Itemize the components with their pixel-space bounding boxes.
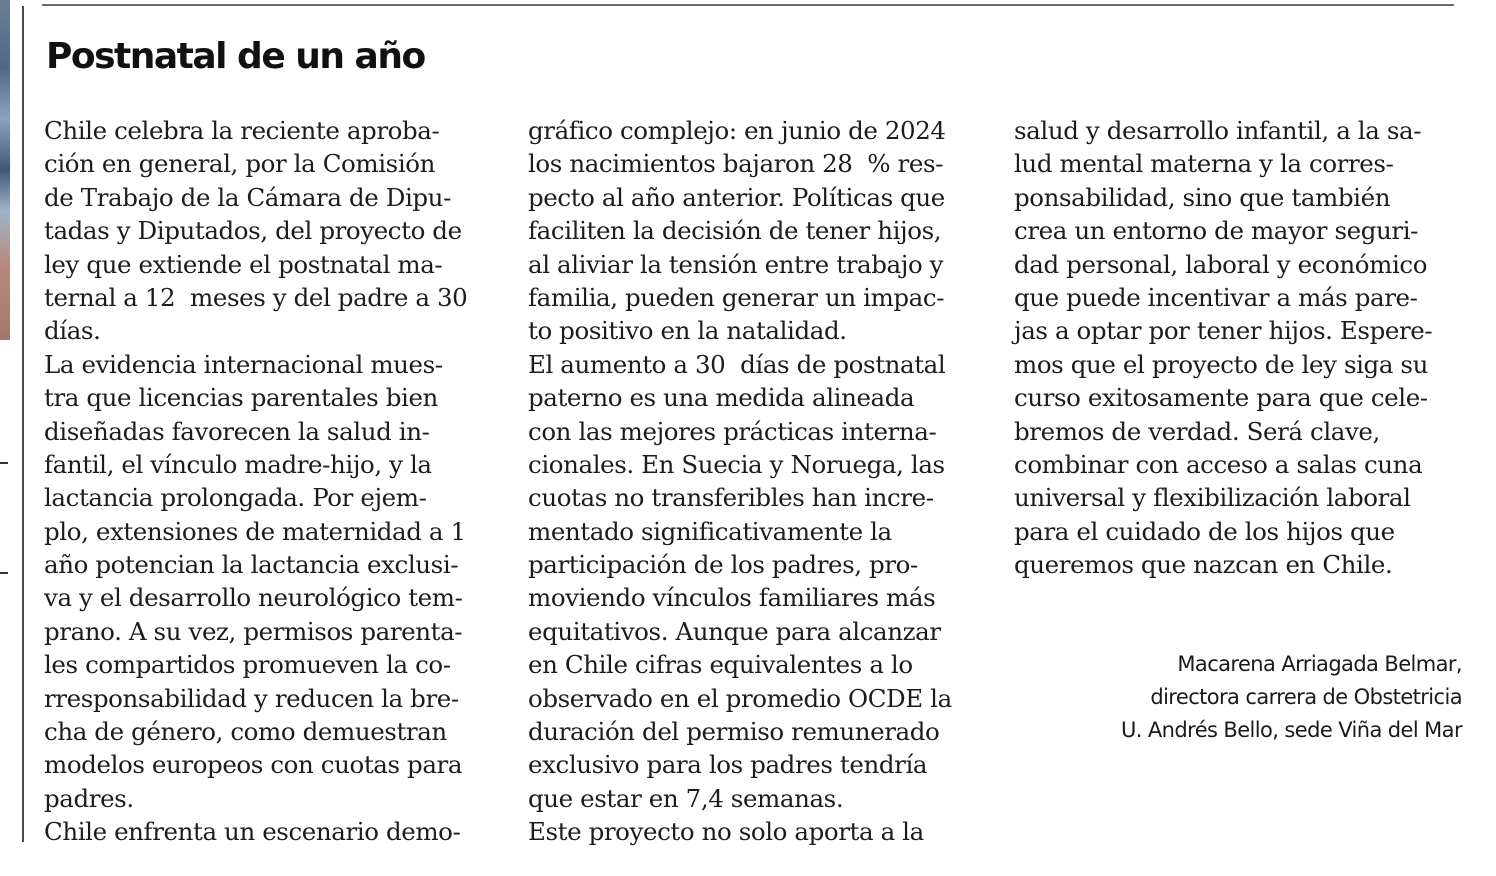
text-line: cha de género, como demuestran — [44, 717, 447, 747]
text-line: cionales. En Suecia y Noruega, las — [528, 449, 945, 479]
text-line: ponsabilidad, sino que también — [1014, 182, 1391, 212]
text-line: Chile celebra la reciente aproba- — [44, 116, 440, 145]
text-line: Este proyecto no solo aporta a la — [528, 817, 924, 847]
top-rule — [42, 4, 1454, 6]
text-line: al aliviar la tensión entre trabajo y — [528, 249, 944, 279]
text-line: tadas y Diputados, del proyecto de — [44, 216, 462, 246]
text-line: de Trabajo de la Cámara de Dipu- — [44, 182, 451, 212]
text-line: crea un entorno de mayor seguri- — [1014, 216, 1419, 246]
left-margin-tick — [0, 462, 8, 464]
author-name: Macarena Arriagada Belmar, — [1177, 652, 1462, 676]
text-line: días. — [44, 316, 101, 346]
text-line: to positivo en la natalidad. — [528, 316, 847, 346]
text-line: diseñadas favorecen la salud in- — [44, 416, 430, 446]
text-line: con las mejores prácticas interna- — [528, 416, 937, 446]
text-line: exclusivo para los padres tendría — [528, 750, 928, 780]
text-line: que estar en 7,4 semanas. — [528, 783, 844, 813]
text-line: bremos de verdad. Será clave, — [1014, 416, 1380, 446]
text-line: dad personal, laboral y económico — [1014, 249, 1428, 279]
text-line: salud y desarrollo infantil, a la sa- — [1014, 116, 1422, 145]
text-line: ley que extiende el postnatal ma- — [44, 249, 443, 279]
text-line: cuotas no transferibles han incre- — [528, 483, 934, 513]
author-role: directora carrera de Obstetricia — [1150, 685, 1462, 709]
text-column-1 — [44, 114, 467, 849]
text-line: en Chile cifras equivalentes a lo — [528, 650, 913, 680]
text-line: los nacimientos bajaron 28 % res- — [528, 149, 943, 179]
left-margin-tick — [0, 572, 8, 574]
text-line: plo, extensiones de maternidad a 1 — [44, 516, 466, 546]
text-line: universal y flexibilización laboral — [1014, 483, 1411, 513]
text-line: duración del permiso remunerado — [528, 717, 940, 747]
text-line: año potencian la lactancia exclusi- — [44, 550, 459, 580]
text-line: participación de los padres, pro- — [528, 550, 918, 580]
text-line: tra que licencias parentales bien — [44, 383, 438, 413]
column-rule — [22, 6, 24, 842]
text-line: Chile enfrenta un escenario demo- — [44, 817, 461, 847]
adjacent-photo-edge — [0, 0, 10, 340]
text-line: moviendo vínculos familiares más — [528, 583, 936, 613]
text-line: les compartidos promueven la co- — [44, 650, 451, 680]
text-line: ternal a 12 meses y del padre a 30 — [44, 282, 468, 312]
text-line: familia, pueden generar un impac- — [528, 282, 945, 312]
text-line: mos que el proyecto de ley siga su — [1014, 349, 1428, 379]
text-line: va y el desarrollo neurológico tem- — [44, 583, 463, 613]
text-line: curso exitosamente para que cele- — [1014, 383, 1428, 413]
text-line: gráfico complejo: en junio de 2024 — [528, 116, 946, 145]
text-line: combinar con acceso a salas cuna — [1014, 449, 1423, 479]
text-line: fantil, el vínculo madre-hijo, y la — [44, 449, 432, 479]
text-line: queremos que nazcan en Chile. — [1014, 550, 1393, 580]
text-line: equitativos. Aunque para alcanzar — [528, 616, 941, 646]
text-line: que puede incentivar a más pare- — [1014, 282, 1418, 312]
text-line: mentado significativamente la — [528, 516, 892, 546]
author-signature — [1121, 648, 1462, 747]
text-line: lud mental materna y la corres- — [1014, 149, 1394, 179]
text-line: paterno es una medida alineada — [528, 383, 915, 413]
text-line: jas a optar por tener hijos. Espere- — [1014, 316, 1433, 346]
text-line: padres. — [44, 783, 134, 813]
author-institution: U. Andrés Bello, sede Viña del Mar — [1121, 718, 1462, 742]
text-line: ción en general, por la Comisión — [44, 149, 435, 179]
text-line: faciliten la decisión de tener hijos, — [528, 216, 942, 246]
text-column-3 — [1014, 114, 1432, 581]
text-line: pecto al año anterior. Políticas que — [528, 182, 945, 212]
article-headline: Postnatal de un año — [46, 36, 425, 77]
text-line: para el cuidado de los hijos que — [1014, 516, 1395, 546]
text-line: observado en el promedio OCDE la — [528, 683, 952, 713]
text-line: modelos europeos con cuotas para — [44, 750, 463, 780]
text-line: rresponsabilidad y reducen la bre- — [44, 683, 459, 713]
text-line: La evidencia internacional mues- — [44, 349, 443, 379]
text-line: prano. A su vez, permisos parenta- — [44, 616, 463, 646]
text-line: El aumento a 30 días de postnatal — [528, 349, 946, 379]
text-line: lactancia prolongada. Por ejem- — [44, 483, 427, 513]
text-column-2 — [528, 114, 952, 849]
